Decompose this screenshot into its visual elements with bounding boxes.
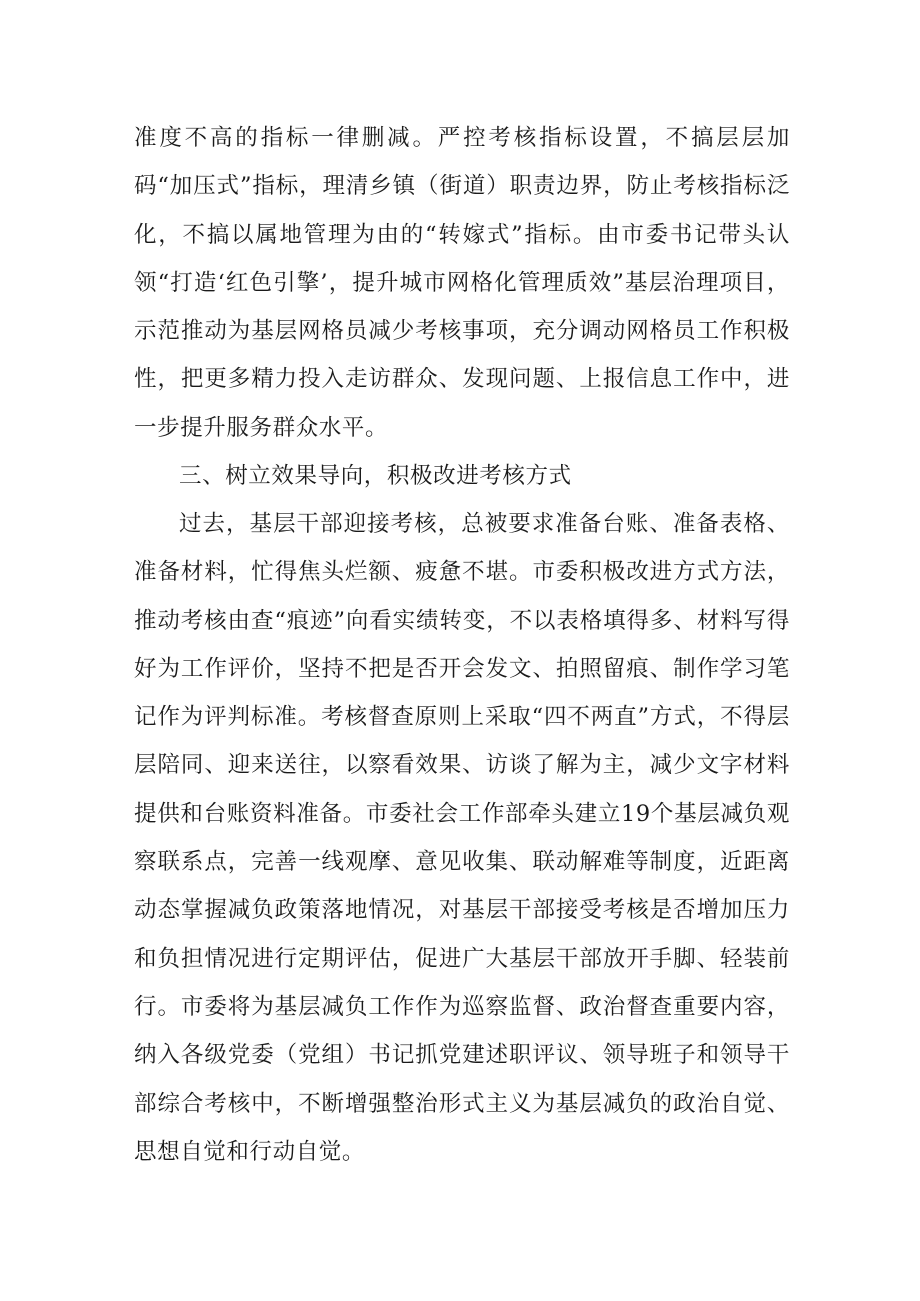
continued-paragraph [134,114,790,452]
section-heading [134,452,790,500]
continued-paragraph-text: 准度不高的指标一律删减。严控考核指标设置，不搞层层加码“加压式”指标，理清乡镇（街道）职责边界，防止考核指标泛化，不搞以属地管理为由的“转嫁式”指标。由市委书记带头认领“打造‘红色引擎’，提升城市网格化管理质效”基层治理项目，示范推动为基层网格员减少考核事项，充分调动网格员工作积极性，把更多精力投入走访群众、发现问题、上报信息工作中，进一步提升服务群众水平。 [134,125,790,441]
section-heading-text: 三、树立效果导向，积极改进考核方式 [179,463,572,489]
body-paragraph [134,500,790,1176]
body-paragraph-text: 过去，基层干部迎接考核，总被要求准备台账、准备表格、准备材料，忙得焦头烂额、疲惫不堪。市委积极改进方式方法，推动考核由查“痕迹”向看实绩转变，不以表格填得多、材料写得好为工作评价，坚持不把是否开会发文、拍照留痕、制作学习笔记作为评判标准。考核督查原则上采取“四不两直”方式，不得层层陪同、迎来送往，以察看效果、访谈了解为主，减少文字材料提供和台账资料准备。市委社会工作部牵头建立19个基层减负观察联系点，完善一线观摩、意见收集、联动解难等制度，近距离动态掌握减负政策落地情况，对基层干部接受考核是否增加压力和负担情况进行定期评估，促进广大基层干部放开手脚、轻装前行。市委将为基层减负工作作为巡察监督、政治督查重要内容，纳入各级党委（党组）书记抓党建述职评议、领导班子和领导干部综合考核中，不断增强整治形式主义为基层减负的政治自觉、思想自觉和行动自觉。 [134,511,790,1165]
